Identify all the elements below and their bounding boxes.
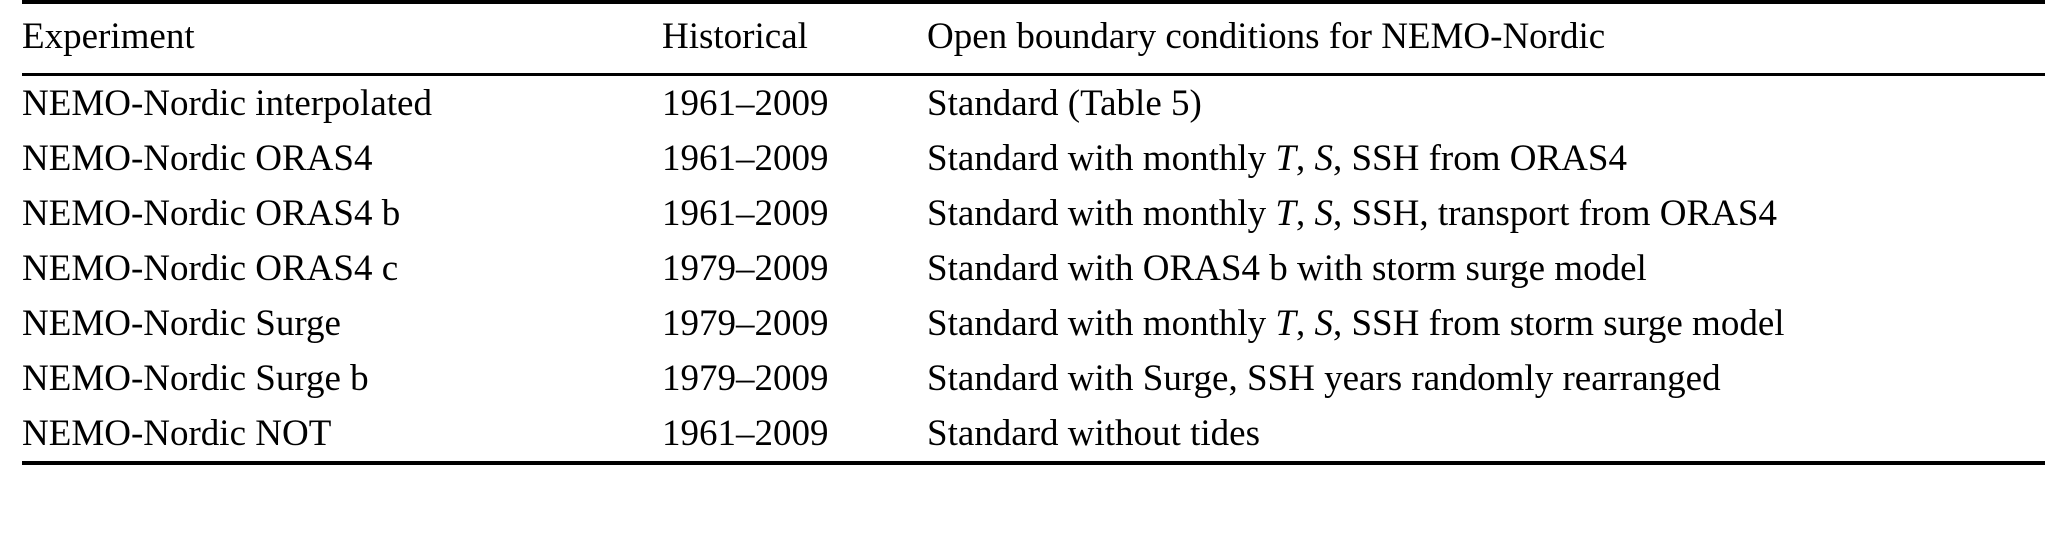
cell-historical: 1979–2009 — [662, 248, 829, 289]
cell-historical: 1979–2009 — [662, 358, 829, 399]
experiments-table — [22, 0, 2045, 465]
table-row — [22, 406, 2045, 463]
cell-historical: 1961–2009 — [662, 413, 829, 454]
cell-open-boundary-conditions: Standard with monthly T, S, SSH from ORAS4 — [927, 138, 1627, 179]
cell-historical: 1961–2009 — [662, 138, 829, 179]
cell-experiment: NEMO-Nordic Surge b — [22, 358, 369, 399]
cell-open-boundary-conditions: Standard with ORAS4 b with storm surge model — [927, 248, 1647, 289]
cell-experiment: NEMO-Nordic Surge — [22, 303, 341, 344]
cell-experiment: NEMO-Nordic ORAS4 c — [22, 248, 399, 289]
table-row — [22, 241, 2045, 296]
table-row — [22, 351, 2045, 406]
table-body — [22, 75, 2045, 464]
column-header-historical: Historical — [662, 16, 808, 57]
cell-open-boundary-conditions: Standard with Surge, SSH years randomly rearranged — [927, 358, 1721, 399]
table-header-row — [22, 2, 2045, 75]
cell-open-boundary-conditions: Standard (Table 5) — [927, 83, 1202, 124]
cell-historical: 1961–2009 — [662, 193, 829, 234]
cell-open-boundary-conditions: Standard with monthly T, S, SSH, transport from ORAS4 — [927, 193, 1778, 234]
cell-experiment: NEMO-Nordic ORAS4 — [22, 138, 373, 179]
table-row — [22, 131, 2045, 186]
column-header-open-boundary-conditions: Open boundary conditions for NEMO-Nordic — [927, 16, 1606, 57]
column-header-experiment: Experiment — [22, 16, 195, 57]
table-row — [22, 186, 2045, 241]
table-row — [22, 75, 2045, 132]
cell-historical: 1979–2009 — [662, 303, 829, 344]
table-row — [22, 296, 2045, 351]
cell-experiment: NEMO-Nordic ORAS4 b — [22, 193, 401, 234]
cell-open-boundary-conditions: Standard without tides — [927, 413, 1260, 454]
cell-open-boundary-conditions: Standard with monthly T, S, SSH from storm surge model — [927, 303, 1785, 344]
cell-experiment: NEMO-Nordic NOT — [22, 413, 332, 454]
cell-experiment: NEMO-Nordic interpolated — [22, 83, 432, 124]
cell-historical: 1961–2009 — [662, 83, 829, 124]
table-header — [22, 2, 2045, 75]
